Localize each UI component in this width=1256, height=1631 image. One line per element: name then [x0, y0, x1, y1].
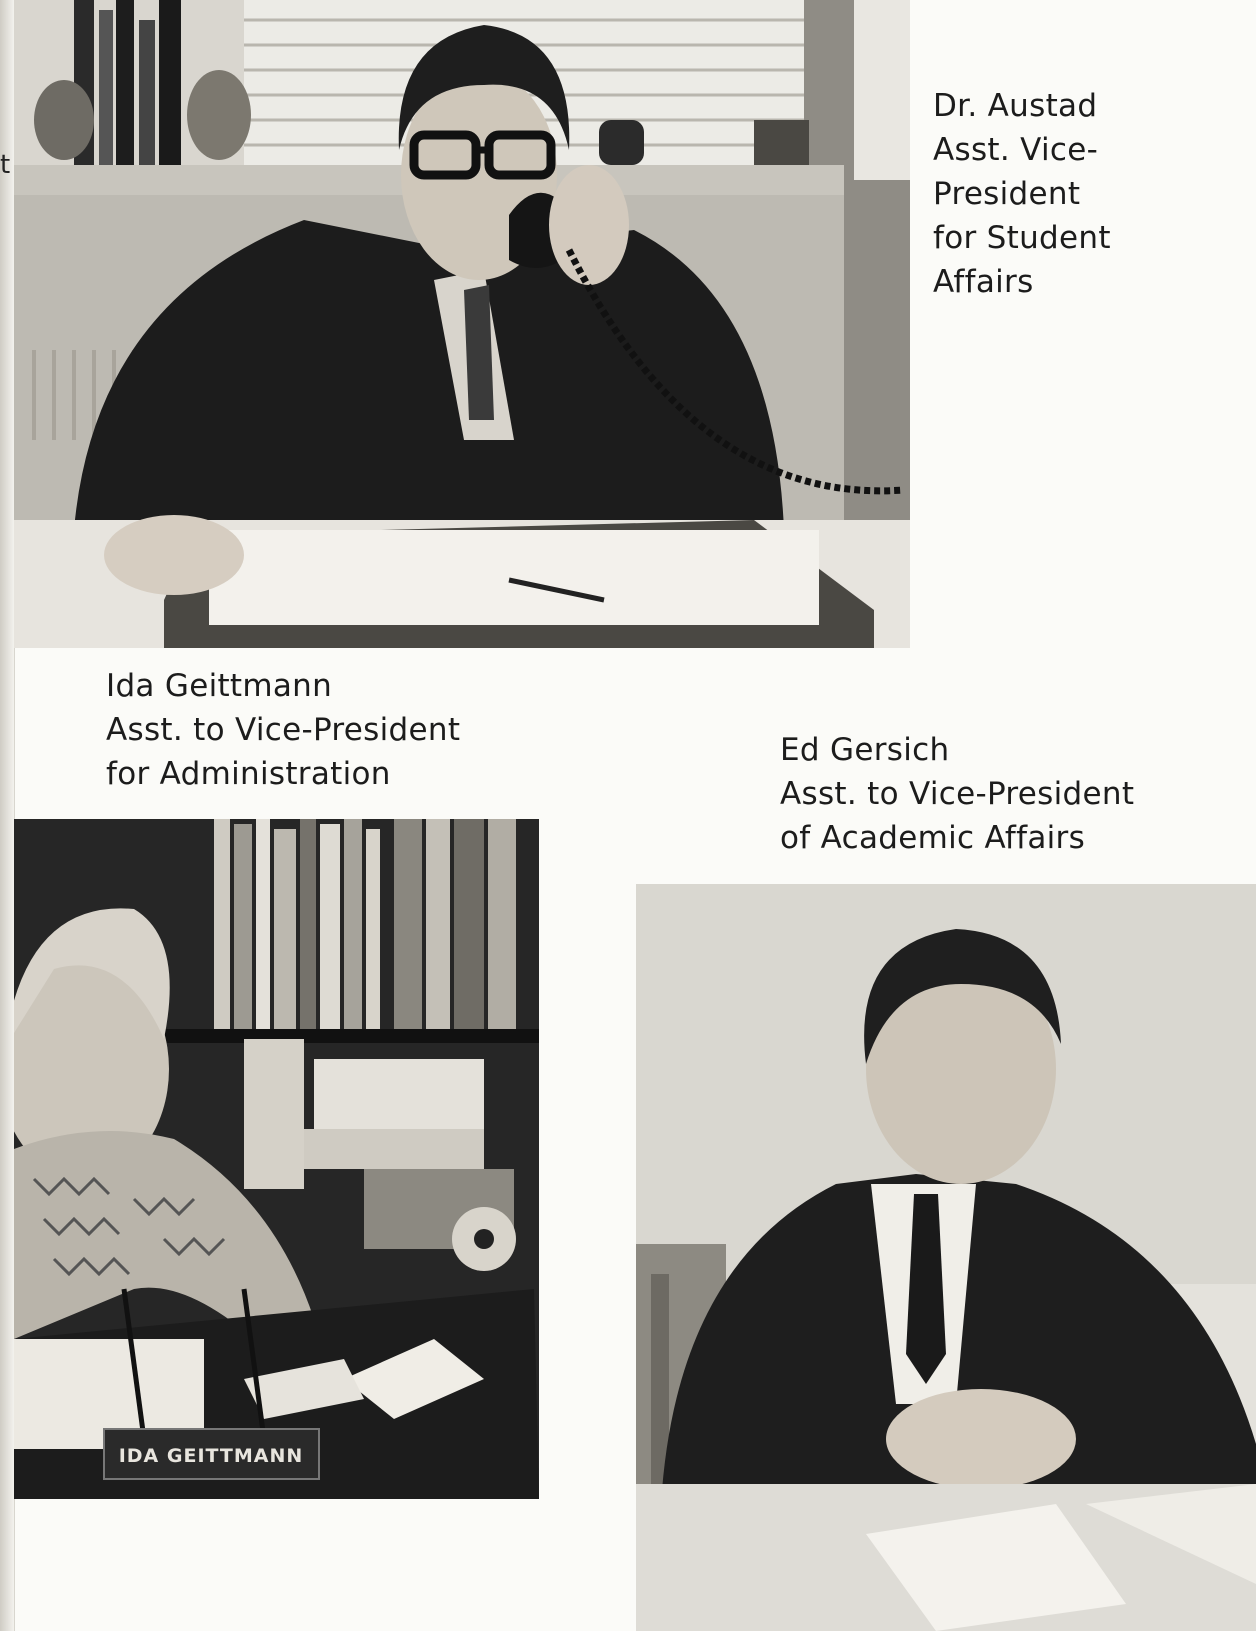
photo-geittmann-image: [14, 819, 539, 1499]
photo-gersich-image: [636, 884, 1256, 1631]
photo-austad-image: [14, 0, 910, 648]
photo-gersich: [636, 884, 1256, 1631]
caption-gersich: [780, 728, 1134, 860]
caption-geittmann-name: Ida Geittmann: [106, 668, 333, 704]
desk-nameplate-text: IDA GEITTMANN: [118, 1445, 304, 1467]
caption-gersich-title-line: of Academic Affairs: [780, 820, 1086, 856]
caption-austad-title-line: for Student: [933, 220, 1111, 256]
binding-edge-letter: t: [0, 150, 11, 180]
caption-geittmann-title-line: for Administration: [106, 756, 391, 792]
photo-geittmann: [14, 819, 539, 1499]
caption-gersich-title-line: Asst. to Vice-President: [780, 776, 1135, 812]
caption-austad-name: Dr. Austad: [933, 88, 1098, 124]
photo-austad: [14, 0, 910, 648]
caption-austad-title-line: Affairs: [933, 264, 1034, 300]
caption-geittmann: [106, 664, 460, 796]
caption-austad-title-line: President: [933, 176, 1081, 212]
caption-gersich-name: Ed Gersich: [780, 732, 950, 768]
caption-austad-title-line: Asst. Vice-: [933, 132, 1099, 168]
page-binding-edge: [0, 0, 15, 1631]
caption-austad: [933, 84, 1111, 304]
caption-geittmann-title-line: Asst. to Vice-President: [106, 712, 461, 748]
